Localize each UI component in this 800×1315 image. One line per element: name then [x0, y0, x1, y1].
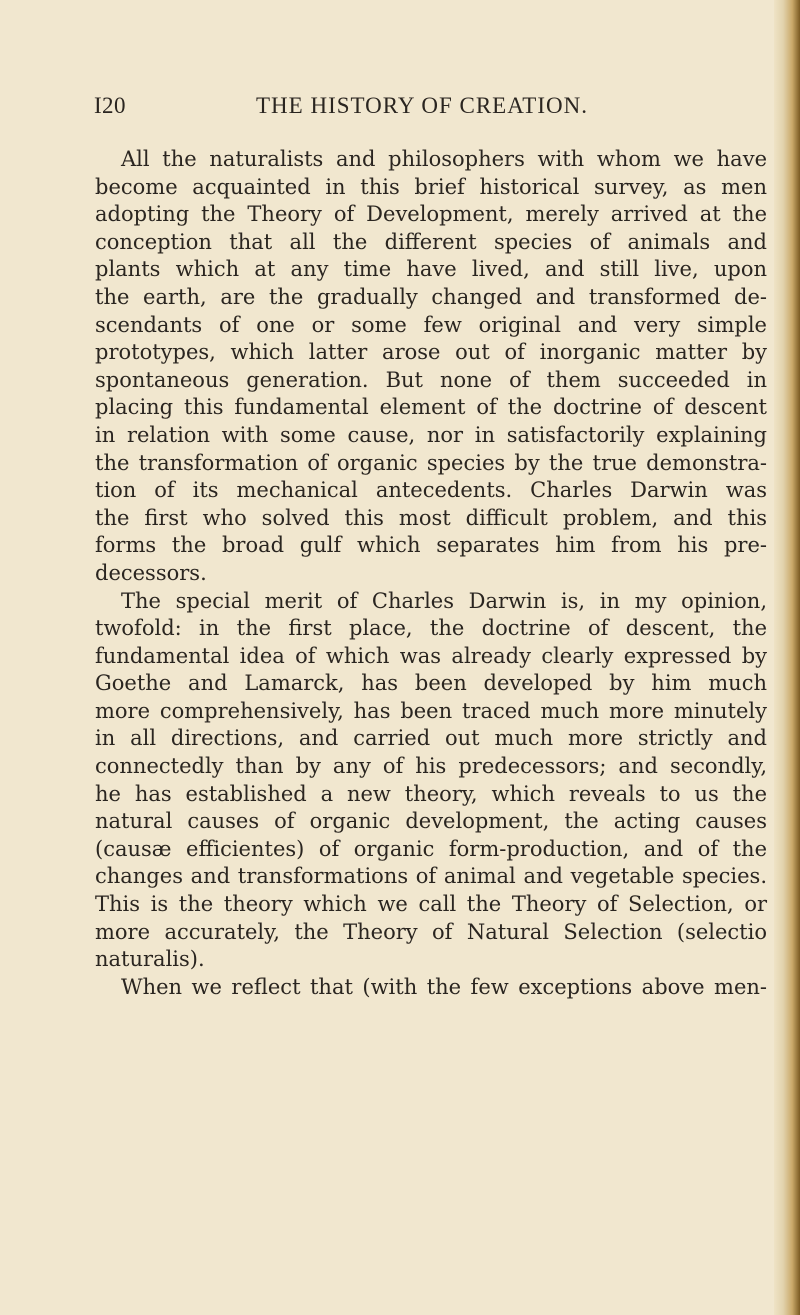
text-line: plants which at any time have lived, and still live, upon — [95, 257, 767, 282]
text-line: scendants of one or some few original and very simple — [95, 312, 767, 337]
text-line: When we reflect that (with the few exceptions above men- — [121, 974, 767, 999]
text-line: (causæ efficientes) of organic form-production, and of the — [95, 836, 767, 861]
text-line: adopting the Theory of Development, merely arrived at the — [95, 202, 767, 227]
text-line: the first who solved this most difficult problem, and this — [95, 505, 767, 530]
text-line: placing this fundamental element of the doctrine of descent — [95, 395, 767, 420]
text-line: the transformation of organic species by the true demonstra- — [95, 450, 767, 475]
text-line: he has established a new theory, which reveals to us the — [95, 781, 767, 806]
text-line: become acquainted in this brief historical survey, as men — [95, 174, 767, 199]
text-line: fundamental idea of which was already clearly expressed by — [95, 643, 767, 668]
text-line: more comprehensively, has been traced much more minutely — [95, 698, 767, 723]
text-line: in all directions, and carried out much more strictly and — [95, 726, 767, 751]
text-line: in relation with some cause, nor in satisfactorily explaining — [95, 422, 767, 447]
text-line: spontaneous generation. But none of them succeeded in — [95, 367, 767, 392]
text-line: conception that all the different species of animals and — [95, 229, 767, 254]
text-line: decessors. — [95, 560, 207, 585]
running-head: THE HISTORY OF CREATION. — [256, 93, 588, 118]
page-number: I20 — [94, 93, 126, 118]
text-line: forms the broad gulf which separates him from his pre- — [95, 533, 767, 558]
text-line: natural causes of organic development, the acting causes — [95, 809, 767, 834]
text-line: more accurately, the Theory of Natural Selection (selectio — [95, 919, 767, 944]
body-text — [95, 146, 767, 1001]
text-line: tion of its mechanical antecedents. Charles Darwin was — [95, 478, 767, 503]
book-binding-edge — [774, 0, 800, 1315]
text-line: twofold: in the first place, the doctrine of descent, the — [95, 616, 767, 641]
text-line: The special merit of Charles Darwin is, in my opinion, — [121, 588, 767, 613]
page-header — [94, 93, 766, 129]
text-line: changes and transformations of animal and vegetable species. — [95, 864, 767, 889]
text-line: All the naturalists and philosophers with whom we have — [121, 147, 767, 171]
text-line: prototypes, which latter arose out of inorganic matter by — [95, 340, 767, 365]
text-line: the earth, are the gradually changed and transformed de- — [95, 284, 767, 309]
text-line: naturalis). — [95, 947, 205, 972]
text-line: connectedly than by any of his predecessors; and secondly, — [95, 754, 767, 779]
text-line: This is the theory which we call the Theory of Selection, or — [95, 892, 767, 917]
text-line: Goethe and Lamarck, has been developed by him much — [95, 671, 767, 696]
